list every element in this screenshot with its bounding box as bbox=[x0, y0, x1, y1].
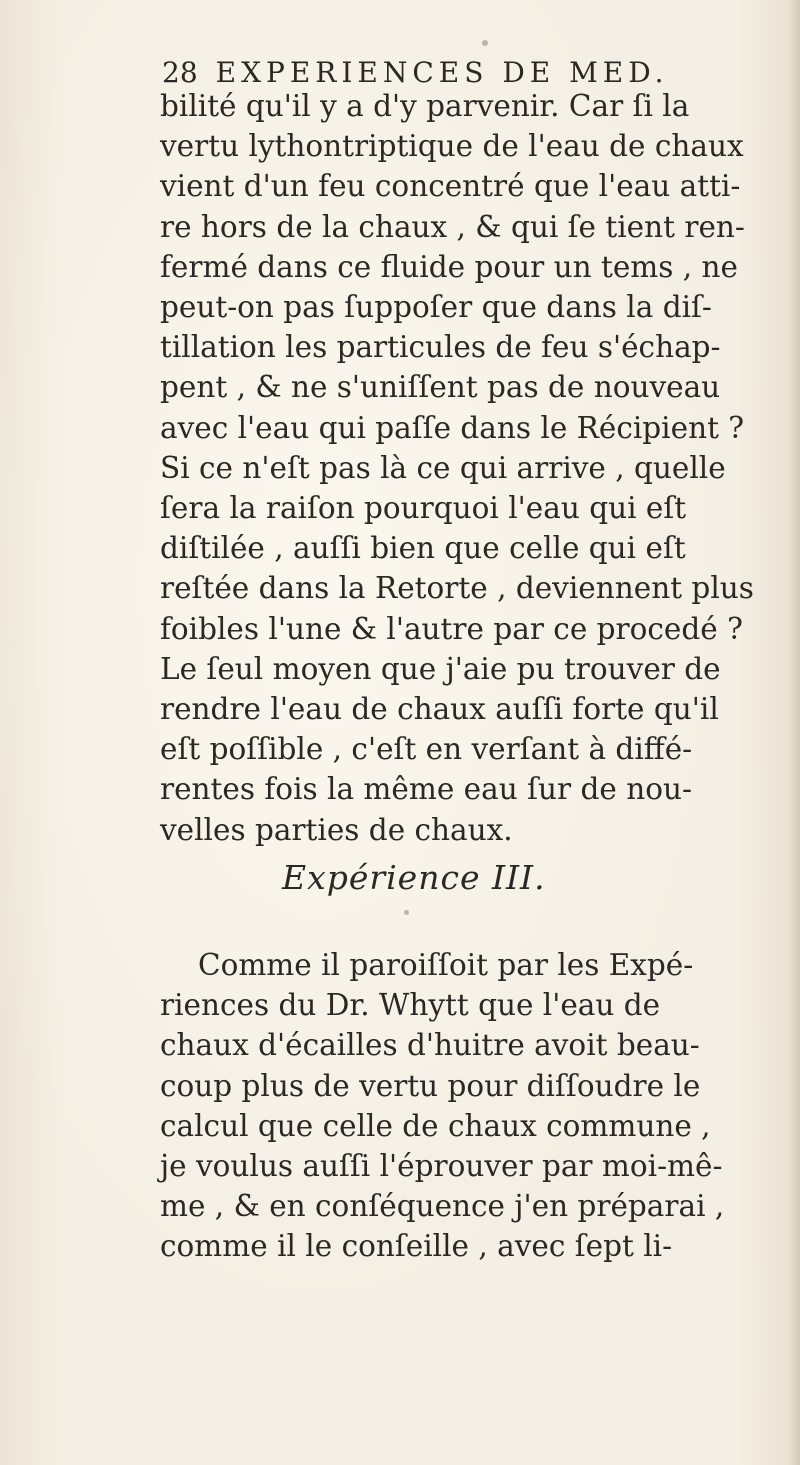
page-number: 28 bbox=[162, 56, 198, 89]
text-line: avec l'eau qui paſſe dans le Récipient ? bbox=[160, 410, 745, 445]
text-line: bilité qu'il y a d'y parvenir. Car ſi la bbox=[160, 89, 690, 123]
text-line: je voulus auſſi l'éprouver par moi-mê- bbox=[160, 1149, 723, 1184]
text-line: Comme il paroiſſoit par les Expé- bbox=[198, 948, 694, 982]
text-line: peut-on pas ſuppoſer que dans la diſ- bbox=[160, 290, 712, 325]
text-line: tillation les particules de feu s'échap- bbox=[160, 330, 721, 365]
text-line: eſt poſſible , c'eſt en verſant à diffé- bbox=[160, 732, 693, 767]
section-title: Expérience III. bbox=[282, 858, 546, 897]
text-line: me , & en conſéquence j'en préparai , bbox=[160, 1189, 725, 1224]
text-line: re hors de la chaux , & qui ſe tient ren- bbox=[160, 209, 745, 244]
running-title: EXPERIENCES DE MED. bbox=[215, 56, 669, 89]
text-line: vient d'un feu concentré que l'eau atti- bbox=[160, 169, 741, 204]
paragraph-continued bbox=[160, 86, 760, 850]
text-line: calcul que celle de chaux commune , bbox=[160, 1108, 711, 1143]
text-line: coup plus de vertu pour diſſoudre le bbox=[160, 1068, 701, 1103]
ink-speck bbox=[404, 910, 409, 915]
text-line: Le ſeul moyen que j'aie pu trouver de bbox=[160, 651, 721, 686]
text-line: Si ce n'eſt pas là ce qui arrive , quelle bbox=[160, 450, 726, 485]
text-line: rendre l'eau de chaux auſſi forte qu'il bbox=[160, 692, 719, 727]
paragraph-experience-iii bbox=[160, 945, 760, 1267]
text-line: foibles l'une & l'autre par ce procedé ? bbox=[160, 611, 743, 646]
page-edge-shadow bbox=[788, 0, 800, 1465]
text-line: chaux d'écailles d'huitre avoit beau- bbox=[160, 1028, 700, 1063]
text-line: vertu lythontriptique de l'eau de chaux bbox=[160, 129, 744, 164]
text-line: fermé dans ce fluide pour un tems , ne bbox=[160, 249, 738, 284]
text-line: pent , & ne s'uniſſent pas de nouveau bbox=[160, 370, 721, 405]
text-line: velles parties de chaux. bbox=[160, 812, 513, 847]
text-line: rentes fois la même eau ſur de nou- bbox=[160, 772, 692, 807]
ink-speck bbox=[482, 40, 488, 46]
text-line: ſera la raiſon pourquoi l'eau qui eſt bbox=[160, 491, 687, 526]
text-line: riences du Dr. Whytt que l'eau de bbox=[160, 988, 661, 1023]
text-line: comme il le conſeille , avec ſept li- bbox=[160, 1229, 673, 1264]
text-line: reſtée dans la Retorte , deviennent plus bbox=[160, 571, 754, 606]
text-line: diſtilée , auſſi bien que celle qui eſt bbox=[160, 531, 686, 566]
